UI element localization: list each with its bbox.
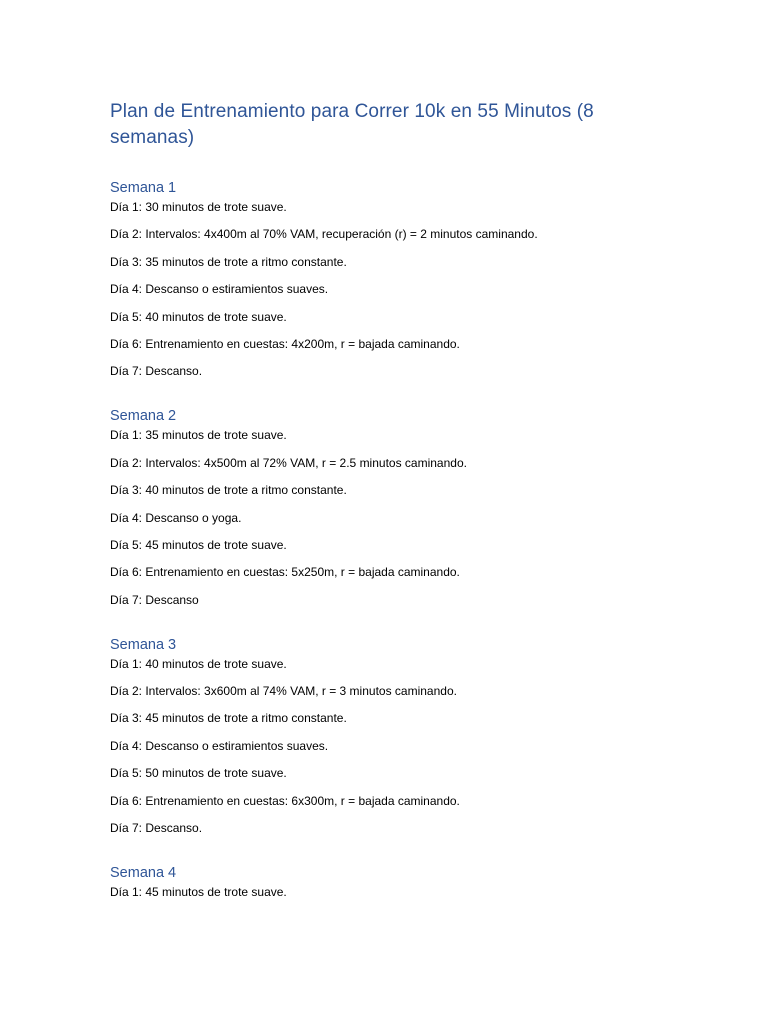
day-item: Día 1: 40 minutos de trote suave. — [110, 656, 287, 671]
day-item: Día 1: 35 minutos de trote suave. — [110, 428, 287, 443]
day-item: Día 5: 50 minutos de trote suave. — [110, 766, 287, 781]
day-item: Día 7: Descanso. — [110, 364, 203, 379]
weeks-list — [110, 179, 670, 900]
day-item: Día 2: Intervalos: 3x600m al 74% VAM, r = 3 minutos caminando. — [110, 684, 457, 699]
week-title: Semana 2 — [110, 408, 177, 425]
day-item: Día 7: Descanso — [110, 592, 199, 607]
week-section — [110, 179, 670, 379]
week-title: Semana 4 — [110, 865, 177, 882]
week-section — [110, 864, 670, 900]
day-item: Día 3: 40 minutos de trote a ritmo constante. — [110, 483, 347, 498]
day-item: Día 3: 45 minutos de trote a ritmo constante. — [110, 711, 347, 726]
day-item: Día 2: Intervalos: 4x400m al 70% VAM, recuperación (r) = 2 minutos caminando. — [110, 227, 538, 242]
day-item: Día 7: Descanso. — [110, 821, 203, 836]
day-item: Día 5: 40 minutos de trote suave. — [110, 309, 287, 324]
day-item: Día 5: 45 minutos de trote suave. — [110, 537, 287, 552]
day-item: Día 6: Entrenamiento en cuestas: 4x200m, r = bajada caminando. — [110, 336, 460, 351]
day-item: Día 2: Intervalos: 4x500m al 72% VAM, r = 2.5 minutos caminando. — [110, 455, 467, 470]
document-page — [110, 99, 670, 900]
document-title: Plan de Entrenamiento para Correr 10k en 55 Minutos (8 semanas) — [110, 101, 594, 148]
week-section — [110, 636, 670, 836]
day-item: Día 4: Descanso o estiramientos suaves. — [110, 738, 329, 753]
week-title: Semana 3 — [110, 636, 177, 653]
day-item: Día 4: Descanso o estiramientos suaves. — [110, 282, 329, 297]
day-item: Día 1: 30 minutos de trote suave. — [110, 200, 287, 214]
day-item: Día 4: Descanso o yoga. — [110, 510, 242, 525]
day-item: Día 3: 35 minutos de trote a ritmo constante. — [110, 254, 347, 269]
day-item: Día 6: Entrenamiento en cuestas: 6x300m, r = bajada caminando. — [110, 793, 460, 808]
day-item: Día 1: 45 minutos de trote suave. — [110, 885, 287, 900]
day-item: Día 6: Entrenamiento en cuestas: 5x250m, r = bajada caminando. — [110, 565, 460, 580]
week-title: Semana 1 — [110, 180, 177, 196]
week-section — [110, 407, 670, 607]
